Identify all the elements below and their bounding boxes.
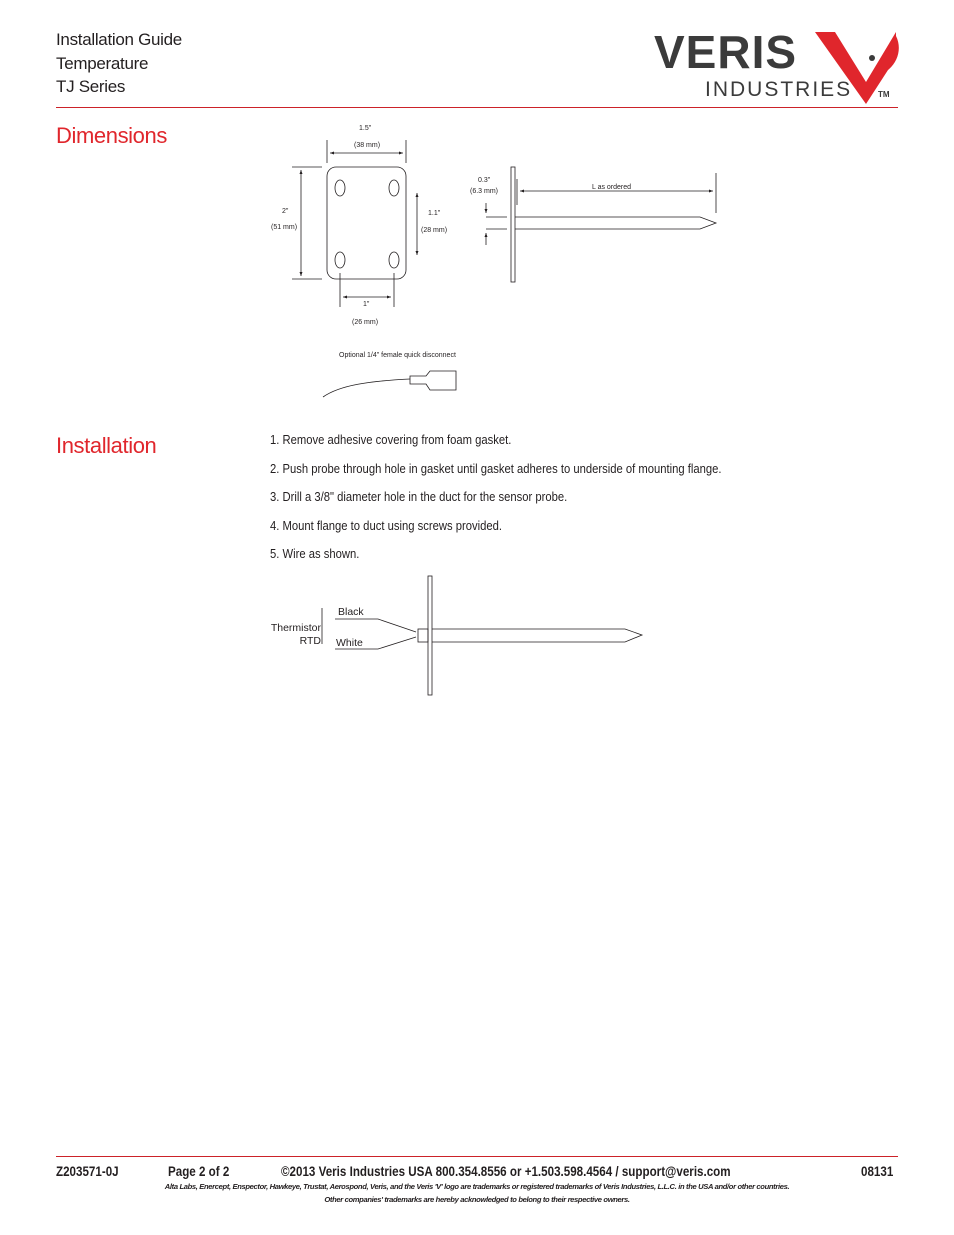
logo-dot-inner [869, 55, 875, 61]
footer-code: 08131 [861, 1164, 894, 1179]
step-item: 4. Mount flange to duct using screws provided. [270, 518, 503, 533]
header-subtitle: Temperature [56, 53, 149, 73]
probe-collar [418, 629, 428, 642]
footer-doc-number: Z203571-0J [56, 1164, 119, 1179]
footer-trademark-line1: Alta Labs, Enercept, Enspector, Hawkeye, Trustat, Aerospond, Veris, and the Veris 'V' logo are trademarks or registered trademarks of Veris Industries, L.L.C. in the USA and/or other countries. [164, 1182, 790, 1191]
probe-length-label: L as ordered [592, 184, 632, 191]
hole-horizontal-mm-label: (26 mm) [352, 319, 379, 326]
logo-word: VERIS [654, 26, 798, 78]
mounting-hole [335, 252, 345, 268]
flange-height-mm-label: (51 mm) [271, 224, 298, 231]
step-item: 1. Remove adhesive covering from foam gasket. [270, 433, 512, 447]
connector-label: Optional 1/4" female quick disconnect [339, 352, 456, 359]
header-rule [56, 107, 898, 108]
flange-height-label: 2" [282, 208, 289, 215]
footer-rule [56, 1156, 898, 1157]
wiring-flange [428, 576, 432, 695]
sensor-thermistor-label: Thermistor [270, 622, 321, 634]
logo-tm: TM [878, 90, 890, 99]
flange-width-label: 1.5" [359, 125, 372, 132]
black-wire [335, 619, 416, 632]
step-item: 5. Wire as shown. [270, 547, 360, 561]
header-title: Installation Guide [56, 30, 182, 49]
probe-side [515, 217, 716, 229]
flange-width-mm-label: (38 mm) [354, 142, 381, 149]
footer-page: Page 2 of 2 [168, 1164, 230, 1179]
header-series: TJ Series [56, 77, 126, 96]
mounting-hole [335, 180, 345, 196]
hole-horizontal-label: 1" [363, 301, 370, 308]
hole-vertical-mm-label: (28 mm) [421, 227, 448, 234]
document-header [56, 28, 182, 99]
white-wire-label: White [336, 637, 363, 649]
flange-outline [327, 167, 406, 279]
dimensions-drawing [260, 115, 740, 410]
quick-disconnect [410, 371, 456, 390]
step-item: 3. Drill a 3/8" diameter hole in the duct for the sensor probe. [270, 490, 568, 504]
dimensions-title: Dimensions [56, 123, 167, 148]
footer-trademark-line2: Other companies' trademarks are hereby acknowledged to belong to their respective owners. [324, 1195, 630, 1204]
installation-steps [270, 431, 722, 574]
step-item: 2. Push probe through hole in gasket until gasket adheres to underside of mounting flange. [270, 461, 722, 476]
logo-sub: INDUSTRIES [705, 78, 853, 101]
connector-lead-wire [323, 379, 410, 397]
footer-contact: ©2013 Veris Industries USA 800.354.8556 or +1.503.598.4564 / support@veris.com [281, 1164, 731, 1179]
probe-diameter-mm-label: (6.3 mm) [470, 188, 498, 195]
installation-title: Installation [56, 433, 157, 458]
hole-vertical-label: 1.1" [428, 210, 441, 217]
mounting-hole [389, 252, 399, 268]
wiring-probe [432, 629, 642, 642]
black-wire-label: Black [338, 606, 364, 618]
flange-side [511, 167, 515, 282]
wiring-diagram [260, 570, 660, 700]
probe-diameter-label: 0.3" [478, 177, 491, 184]
mounting-hole [389, 180, 399, 196]
sensor-rtd-label: RTD [299, 635, 321, 647]
veris-logo [652, 24, 902, 104]
